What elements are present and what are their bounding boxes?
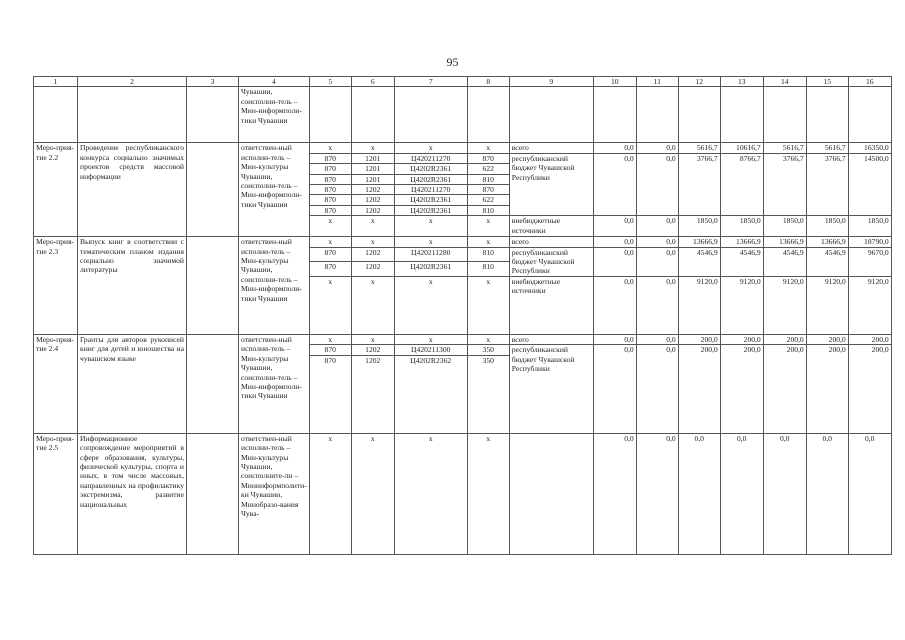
section-code: 1202 xyxy=(351,205,394,215)
value-cell: 0,0 xyxy=(593,143,636,153)
value-cell: 1850,0 xyxy=(848,216,891,237)
value-cell: 200,0 xyxy=(720,345,763,433)
value-cell: 4546,9 xyxy=(806,247,848,276)
grbs-code: х xyxy=(309,143,351,153)
value-cell: 0,0 xyxy=(593,216,636,237)
header-cell: 6 xyxy=(351,77,394,87)
header-cell: 10 xyxy=(593,77,636,87)
expense-code: х xyxy=(467,216,509,237)
target-code: Ц4202R2361 xyxy=(394,195,467,205)
activity-number: Меро-прия-тие 2.4 xyxy=(34,334,78,433)
value-cell: 0,0 xyxy=(636,345,678,433)
header-cell: 7 xyxy=(394,77,467,87)
value-cell: 3766,7 xyxy=(763,153,806,215)
section-code: х xyxy=(351,237,394,247)
expense-code: 810 xyxy=(467,174,509,184)
value-cell: 5616,7 xyxy=(678,143,720,153)
header-cell: 13 xyxy=(720,77,763,87)
expense-code: х xyxy=(467,276,509,334)
header-cell: 15 xyxy=(806,77,848,87)
value-cell: 1850,0 xyxy=(720,216,763,237)
value-cell: 1850,0 xyxy=(806,216,848,237)
executor-cell: ответствен-ный исполни-тель – Мин-культуры Чувашии, соисполни-тель – Мин-информполи-тики Чувашии xyxy=(239,237,310,335)
value-cell: 0,0 xyxy=(593,334,636,344)
value-cell: 0,0 xyxy=(763,433,806,554)
header-cell: 11 xyxy=(636,77,678,87)
expense-code: 622 xyxy=(467,164,509,174)
value-cell: 4546,9 xyxy=(678,247,720,276)
value-cell: 5616,7 xyxy=(763,143,806,153)
section-code: 1201 xyxy=(351,153,394,163)
funding-source xyxy=(509,433,593,554)
expense-code: х xyxy=(467,334,509,344)
value-cell: 0,0 xyxy=(593,247,636,276)
value-cell: 3766,7 xyxy=(806,153,848,215)
value-cell: 0,0 xyxy=(593,237,636,247)
header-cell: 16 xyxy=(848,77,891,87)
expense-code: 622 xyxy=(467,195,509,205)
activity-name: Гранты для авторов рукописей книг для детей и юношества на чувашском языке xyxy=(78,334,187,433)
continuation-row xyxy=(34,87,892,143)
section-code: х xyxy=(351,276,394,334)
target-code: Ц4202R2361 xyxy=(394,174,467,184)
table-row xyxy=(34,334,892,344)
grbs-code: 870 xyxy=(309,262,351,277)
value-cell: 5616,7 xyxy=(806,143,848,153)
value-cell: 1850,0 xyxy=(763,216,806,237)
section-code: 1201 xyxy=(351,164,394,174)
section-code: х xyxy=(351,143,394,153)
target-code: Ц420211270 xyxy=(394,185,467,195)
value-cell: 200,0 xyxy=(806,345,848,433)
value-cell: 0,0 xyxy=(636,237,678,247)
header-cell: 3 xyxy=(187,77,239,87)
expense-code: 870 xyxy=(467,153,509,163)
budget-table xyxy=(33,76,892,555)
funding-source: республиканский бюджет Чувашской Республики xyxy=(509,247,593,276)
target-code: х xyxy=(394,334,467,344)
target-code: Ц420211270 xyxy=(394,153,467,163)
value-cell: 0,0 xyxy=(636,433,678,554)
expense-code: 810 xyxy=(467,205,509,215)
section-code: 1202 xyxy=(351,355,394,433)
funding-source: республиканский бюджет Чувашской Республики xyxy=(509,345,593,433)
grbs-code: 870 xyxy=(309,185,351,195)
target-code: Ц420211280 xyxy=(394,247,467,262)
grbs-code: х xyxy=(309,276,351,334)
executor-cell: Чувашии, соисполни-тель – Мин-информполи-тики Чувашии xyxy=(239,87,310,143)
value-cell: 0,0 xyxy=(636,334,678,344)
grbs-code: х xyxy=(309,433,351,554)
section-code: 1202 xyxy=(351,195,394,205)
value-cell: 1850,0 xyxy=(678,216,720,237)
activity-name: Выпуск книг в соответствии с тематическим планом издания социально значимой литературы xyxy=(78,237,187,335)
header-cell: 2 xyxy=(78,77,187,87)
header-cell: 4 xyxy=(239,77,310,87)
value-cell: 200,0 xyxy=(763,334,806,344)
value-cell: 14500,0 xyxy=(848,153,891,215)
target-code: х xyxy=(394,276,467,334)
value-cell: 0,0 xyxy=(636,247,678,276)
section-code: 1201 xyxy=(351,174,394,184)
table-row xyxy=(34,237,892,247)
grbs-code: 870 xyxy=(309,205,351,215)
funding-source: всего xyxy=(509,237,593,247)
expense-code: 870 xyxy=(467,185,509,195)
section-code: х xyxy=(351,216,394,237)
target-code: Ц4202R2361 xyxy=(394,262,467,277)
value-cell: 0,0 xyxy=(636,216,678,237)
header-cell: 1 xyxy=(34,77,78,87)
value-cell: 4546,9 xyxy=(763,247,806,276)
value-cell: 13666,9 xyxy=(678,237,720,247)
section-code: 1202 xyxy=(351,262,394,277)
value-cell: 13666,9 xyxy=(763,237,806,247)
section-code: х xyxy=(351,433,394,554)
page-number: 95 xyxy=(446,55,459,69)
value-cell: 200,0 xyxy=(763,345,806,433)
expense-code: 350 xyxy=(467,345,509,355)
value-cell: 200,0 xyxy=(806,334,848,344)
value-cell: 18790,0 xyxy=(848,237,891,247)
value-cell: 4546,9 xyxy=(720,247,763,276)
value-cell: 10616,7 xyxy=(720,143,763,153)
target-code: х xyxy=(394,143,467,153)
header-cell: 12 xyxy=(678,77,720,87)
expense-code: х xyxy=(467,237,509,247)
activity-name: Проведение республиканского конкурса социально значимых проектов средств массовой информации xyxy=(78,143,187,237)
value-cell: 13666,9 xyxy=(720,237,763,247)
executor-cell: ответствен-ный исполни-тель – Мин-культуры Чувашии, соисполните-ли – Мининформполити-ки Чувашии, Минобразо-вания Чува- xyxy=(239,433,310,554)
column-number-row xyxy=(34,77,892,87)
target-code: Ц4202R2362 xyxy=(394,355,467,433)
value-cell: 0,0 xyxy=(678,433,720,554)
funding-source: внебюджетные источники xyxy=(509,216,593,237)
value-cell: 0,0 xyxy=(593,276,636,334)
grbs-code: х xyxy=(309,334,351,344)
expense-code: х xyxy=(467,143,509,153)
activity-name: Информационное сопровождение мероприятий в сфере образования, культуры, физической культуры, спорта и иных, в том числе массовых, направленных на профилактику экстремизма, развитие национальных xyxy=(78,433,187,554)
funding-source: внебюджетные источники xyxy=(509,276,593,334)
activity-number: Меро-прия-тие 2.2 xyxy=(34,143,78,237)
grbs-code: 870 xyxy=(309,164,351,174)
value-cell: 200,0 xyxy=(720,334,763,344)
target-code: Ц4202R2361 xyxy=(394,164,467,174)
activity-number: Меро-прия-тие 2.5 xyxy=(34,433,78,554)
grbs-code: х xyxy=(309,216,351,237)
activity-number: Меро-прия-тие 2.3 xyxy=(34,237,78,335)
executor-cell: ответствен-ный исполни-тель – Мин-культуры Чувашии, соисполни-тель – Мин-информполи-тики Чувашии xyxy=(239,143,310,237)
funding-source: всего xyxy=(509,334,593,344)
header-cell: 5 xyxy=(309,77,351,87)
expense-code: 810 xyxy=(467,247,509,262)
funding-source: республиканский бюджет Чувашской Республики xyxy=(509,153,593,215)
funding-source: всего xyxy=(509,143,593,153)
grbs-code: 870 xyxy=(309,355,351,433)
expense-code: 350 xyxy=(467,355,509,433)
section-code: х xyxy=(351,334,394,344)
value-cell: 9670,0 xyxy=(848,247,891,276)
grbs-code: 870 xyxy=(309,153,351,163)
value-cell: 13666,9 xyxy=(806,237,848,247)
value-cell: 3766,7 xyxy=(678,153,720,215)
value-cell: 200,0 xyxy=(848,345,891,433)
value-cell: 200,0 xyxy=(848,334,891,344)
value-cell: 0,0 xyxy=(593,153,636,215)
value-cell: 8766,7 xyxy=(720,153,763,215)
value-cell: 0,0 xyxy=(593,345,636,433)
expense-code: 810 xyxy=(467,262,509,277)
grbs-code: 870 xyxy=(309,195,351,205)
value-cell: 0,0 xyxy=(593,433,636,554)
header-cell: 8 xyxy=(467,77,509,87)
header-cell: 14 xyxy=(763,77,806,87)
value-cell: 9120,0 xyxy=(720,276,763,334)
value-cell: 9120,0 xyxy=(763,276,806,334)
value-cell: 0,0 xyxy=(806,433,848,554)
grbs-code: 870 xyxy=(309,345,351,355)
target-code: х xyxy=(394,216,467,237)
value-cell: 16350,0 xyxy=(848,143,891,153)
section-code: 1202 xyxy=(351,345,394,355)
target-code: Ц4202R2361 xyxy=(394,205,467,215)
table-row xyxy=(34,433,892,554)
value-cell: 200,0 xyxy=(678,334,720,344)
value-cell: 0,0 xyxy=(636,143,678,153)
grbs-code: 870 xyxy=(309,247,351,262)
expense-code: х xyxy=(467,433,509,554)
section-code: 1202 xyxy=(351,247,394,262)
value-cell: 200,0 xyxy=(678,345,720,433)
grbs-code: 870 xyxy=(309,174,351,184)
grbs-code: х xyxy=(309,237,351,247)
section-code: 1202 xyxy=(351,185,394,195)
value-cell: 9120,0 xyxy=(848,276,891,334)
value-cell: 9120,0 xyxy=(806,276,848,334)
value-cell: 9120,0 xyxy=(678,276,720,334)
target-code: х xyxy=(394,433,467,554)
value-cell: 0,0 xyxy=(636,153,678,215)
value-cell: 0,0 xyxy=(636,276,678,334)
value-cell: 0,0 xyxy=(720,433,763,554)
executor-cell: ответствен-ный исполни-тель – Мин-культуры Чувашии, соисполни-тель – Мин-информполи-тики Чувашии xyxy=(239,334,310,433)
target-code: Ц420211300 xyxy=(394,345,467,355)
value-cell: 0,0 xyxy=(848,433,891,554)
header-cell: 9 xyxy=(509,77,593,87)
target-code: х xyxy=(394,237,467,247)
table-row xyxy=(34,143,892,153)
